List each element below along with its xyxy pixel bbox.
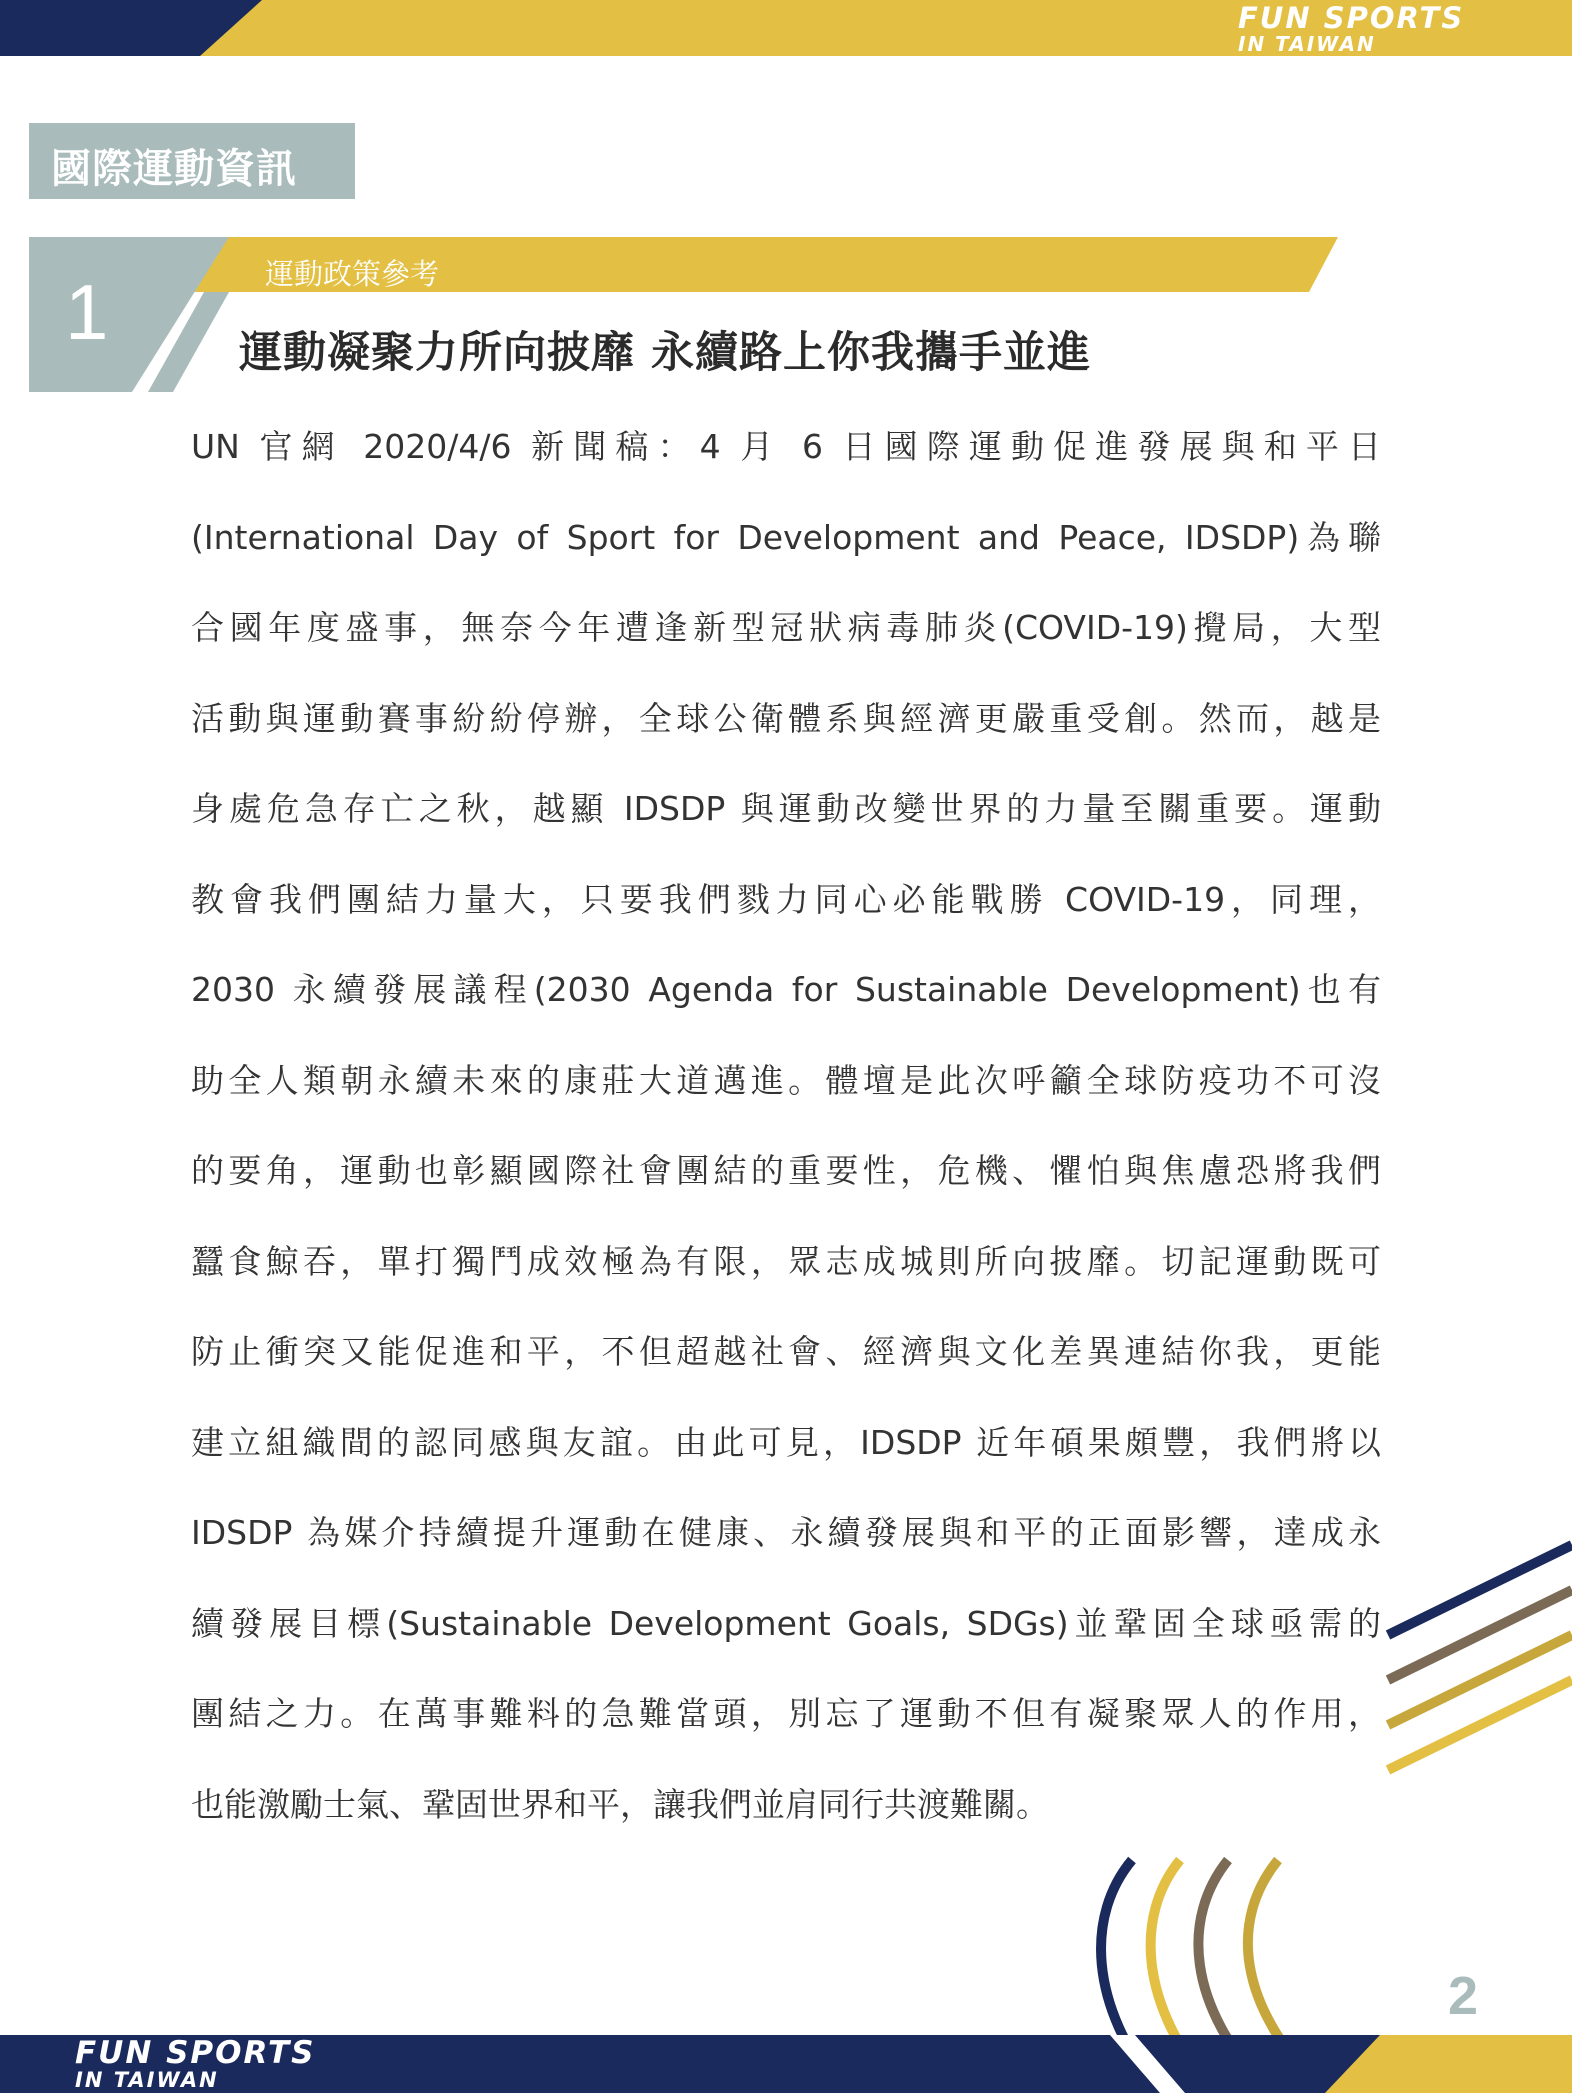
brand-line1: FUN SPORTS bbox=[75, 2035, 316, 2071]
body-line: 活動與運動賽事紛紛停辦，全球公衛體系與經濟更嚴重受創。然而，越是 bbox=[191, 698, 1381, 738]
body-line: 團結之力。在萬事難料的急難當頭，別忘了運動不但有凝聚眾人的作用， bbox=[191, 1694, 1381, 1733]
article-body bbox=[191, 412, 1381, 1860]
body-line: 身處危急存亡之秋，越顯 IDSDP 與運動改變世界的力量至關重要。運動 bbox=[191, 789, 1381, 828]
header-brand-logo bbox=[1238, 1, 1465, 56]
body-line: 的要角，運動也彰顯國際社會團結的重要性，危機、懼怕與焦慮恐將我們 bbox=[191, 1151, 1381, 1190]
side-stripes-decoration bbox=[1380, 1540, 1572, 1790]
body-line: IDSDP 為媒介持續提升運動在健康、永續發展與和平的正面影響，達成永 bbox=[191, 1513, 1381, 1552]
brand-line1: FUN SPORTS bbox=[1238, 1, 1465, 35]
body-line: 蠶食鯨吞，單打獨鬥成效極為有限，眾志成城則所向披靡。切記運動既可 bbox=[191, 1241, 1381, 1281]
body-line: 續發展目標(Sustainable Development Goals, SDGs)並鞏固全球亟需的 bbox=[191, 1603, 1381, 1643]
section-tag bbox=[29, 123, 355, 199]
article-title: 運動凝聚力所向披靡 永續路上你我攜手並進 bbox=[239, 328, 1091, 378]
side-stripe-gold bbox=[1388, 1635, 1572, 1725]
body-line: 2030 永續發展議程(2030 Agenda for Sustainable Development)也有 bbox=[191, 970, 1381, 1009]
body-line: 防止衝突又能促進和平，不但超越社會、經濟與文化差異連結你我，更能 bbox=[191, 1332, 1381, 1371]
article-number: 1 bbox=[65, 268, 109, 356]
footer-brand-logo bbox=[75, 2035, 316, 2092]
side-stripe-brown bbox=[1388, 1590, 1572, 1680]
brand-line2: IN TAIWAN bbox=[1238, 32, 1376, 56]
body-line: 教會我們團結力量大，只要我們戮力同心必能戰勝 COVID-19，同理， bbox=[191, 879, 1381, 919]
body-line: 助全人類朝永續未來的康莊大道邁進。體壇是此次呼籲全球防疫功不可沒 bbox=[191, 1060, 1381, 1100]
page-number: 2 bbox=[1448, 1966, 1479, 2026]
body-line: 建立組織間的認同感與友誼。由此可見，IDSDP 近年碩果頗豐，我們將以 bbox=[191, 1422, 1381, 1462]
brand-line2: IN TAIWAN bbox=[75, 2068, 219, 2092]
body-line: (International Day of Sport for Development and Peace, IDSDP)為聯 bbox=[191, 517, 1381, 557]
article-category: 運動政策參考 bbox=[265, 257, 440, 291]
side-stripe-yellow bbox=[1388, 1680, 1572, 1770]
body-line: UN 官網 2020/4/6 新聞稿：4 月 6 日國際運動促進發展與和平日 bbox=[191, 427, 1381, 466]
body-line: 合國年度盛事，無奈今年遭逢新型冠狀病毒肺炎(COVID-19)攪局，大型 bbox=[191, 608, 1381, 647]
section-label: 國際運動資訊 bbox=[51, 146, 297, 192]
article-header bbox=[29, 237, 1349, 392]
side-stripe-navy bbox=[1388, 1545, 1572, 1635]
body-line: 也能激勵士氣、鞏固世界和平，讓我們並肩同行共渡難關。 bbox=[191, 1784, 1049, 1824]
